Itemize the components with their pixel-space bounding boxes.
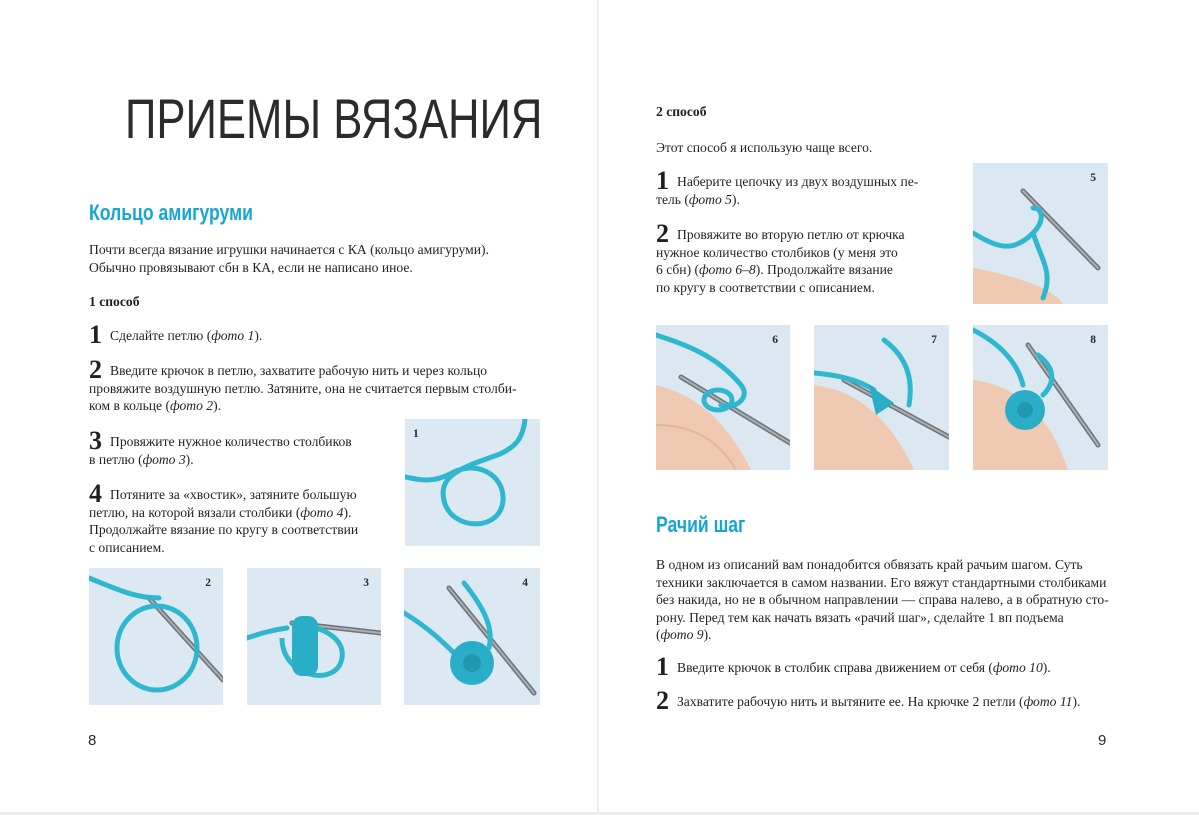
step-number: 2 [656,686,669,715]
photo-number: 8 [1090,334,1096,346]
method-1-title: 1 способ [89,294,140,309]
photo-ref: фото 2 [170,398,214,413]
photo-5 [973,163,1108,304]
photo-number: 3 [363,577,369,589]
step-text: Сделайте петлю ( [110,328,212,343]
step-number: 2 [89,355,102,384]
stitches-in-loop-image [247,568,381,705]
step-text: ). [731,191,740,207]
photo-7 [814,325,949,470]
chain-on-hook-image [973,163,1108,304]
step-number: 1 [656,166,669,195]
step-text: Провяжите нужное количество столбиков [110,434,352,449]
section-title-crab-stitch: Рачий шаг [656,512,746,537]
crab-stitch-paragraph [656,556,1136,644]
step-number: 4 [89,479,102,508]
step-text: с описанием. [89,539,165,555]
para-line: ( [656,627,661,642]
method-2-intro: Этот способ я использую чаще всего. [656,140,873,155]
step-text: Введите крючок в петлю, захватите рабочую нить и через кольцо [110,363,488,378]
crab-step-1 [656,652,1136,681]
photo-ref: фото 4 [300,504,344,520]
method-2-step-1 [656,166,956,208]
step-text: Введите крючок в столбик справа движением от себя ( [677,660,993,675]
step-number: 1 [89,320,102,349]
step-text: в петлю ( [89,451,143,467]
photo-ref: фото 6–8 [699,262,756,277]
photo-6 [656,325,790,470]
step-text: нужное количество столбиков (у меня это [656,244,898,260]
step-text: петлю, на которой вязали столбики ( [89,504,301,520]
step-text: Захватите рабочую нить и вытяните ее. На крючке 2 петли ( [677,694,1024,709]
step-1 [89,320,549,349]
chapter-title: ПРИЕМЫ ВЯЗАНИЯ [125,87,543,150]
photo-ref: фото 11 [1023,694,1073,709]
photo-8 [973,325,1108,470]
step-text: по кругу в соответствии с описанием. [656,279,875,295]
photo-ref: фото 9 [660,627,704,642]
page-number: 9 [1098,732,1107,749]
step-3 [89,426,389,468]
photo-3 [247,568,381,705]
step-text: Потяните за «хвостик», затяните большую [110,487,357,502]
photo-2 [89,568,223,705]
method-2-title: 2 способ [656,104,707,119]
method-2-step-2 [656,219,956,296]
step-text: ). [213,398,222,413]
step-text: провяжите воздушную петлю. Затяните, она не считается первым столби- [89,380,517,396]
step-text: тель ( [656,191,689,207]
para-line: рону. Перед тем как начать вязать «рачий шаг», сделайте 1 вп подъема [656,609,1064,625]
step-text: Наберите цепочку из двух воздушных пе- [677,174,919,189]
finished-ring-image [973,325,1108,470]
photo-number: 5 [1090,172,1096,184]
para-line: ). [703,627,712,642]
hook-in-loop-image [89,568,223,705]
para-line: техники заключается в самом названии. Его вяжут стандартными столбиками [656,574,1107,590]
step-text: ). [254,328,263,343]
photo-ref: фото 5 [688,191,732,207]
left-page [0,0,597,815]
step-number: 1 [656,652,669,681]
photo-ref: фото 1 [211,328,255,343]
photo-number: 4 [522,577,528,589]
section-title-amigurumi-ring: Кольцо амигуруми [89,200,253,225]
photo-ref: фото 3 [142,451,186,467]
photo-number: 7 [931,334,937,346]
step-number: 3 [89,426,102,455]
photo-number: 2 [205,577,211,589]
intro-paragraph [89,241,559,276]
photo-ref: фото 10 [992,660,1043,675]
step-text: 6 сбн) ( [656,262,700,277]
para-line: В одном из описаний вам понадобится обвязать край рачьим шагом. Суть [656,557,1083,572]
stitches-forming-image [814,325,949,470]
photo-number: 6 [772,334,778,346]
step-number: 2 [656,219,669,248]
step-text: Провяжите во вторую петлю от крючка [677,227,905,242]
tightened-ring-image [404,568,540,705]
intro-line: Обычно провязывают сбн в КА, если не написано иное. [89,259,413,275]
yarn-loop-image [405,419,540,546]
step-text: ). [1072,694,1081,709]
intro-line: Почти всегда вязание игрушки начинается с КА (кольцо амигуруми). [89,242,489,257]
step-text: ). [1042,660,1051,675]
step-text: Продолжайте вязание по кругу в соответствии [89,522,359,537]
para-line: без накида, но не в обычном направлении — справа налево, а в обратную сто- [656,592,1109,607]
photo-4 [404,568,540,705]
step-text: ). [343,504,352,520]
page-number: 8 [88,732,97,749]
right-page [599,0,1199,815]
step-text: ком в кольце ( [89,398,171,413]
step-2 [89,355,559,415]
photo-1 [405,419,540,546]
photo-number: 1 [413,428,419,440]
step-text: ). Продолжайте вязание [755,262,893,277]
step-text: ). [185,451,194,467]
hook-second-loop-image [656,325,790,470]
crab-step-2 [656,686,1136,715]
step-4 [89,479,389,556]
